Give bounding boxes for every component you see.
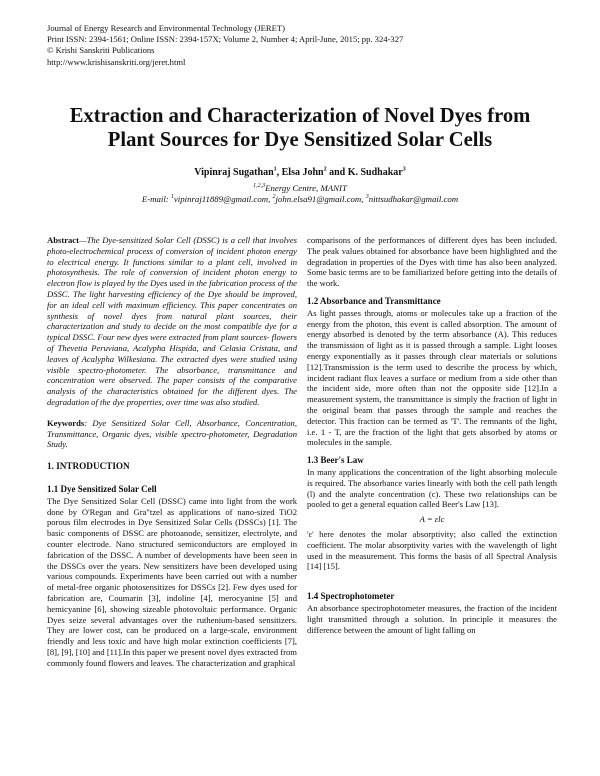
section-1-1-heading: 1.1 Dye Sensitized Solar Cell <box>47 483 157 494</box>
section-1-4-text: An absorbance spectrophotometer measures, the fraction of the incident light transmitted through a solution. In principle it measures the difference between the amount of light falling on <box>307 602 557 635</box>
section-1-2-heading: 1.2 Absorbance and Transmittance <box>307 295 441 306</box>
author-2: Elsa John <box>281 167 324 178</box>
author-and: and <box>329 167 346 178</box>
section-1-1-continued: comparisons of the performances of different dyes has been included. The peak values obtained for absorbance have been highlighted and the degradation in properties of the Dyes with time has also been analyzed. Some basic terms are to be familiarized before getting into the details of the work. <box>307 235 557 289</box>
left-column <box>47 235 297 668</box>
affiliation-org: Energy Centre, MANIT <box>265 183 347 193</box>
email-label: E-mail: <box>141 194 171 204</box>
section-1-3-text-2: 'ε' here denotes the molar absorptivity; also called the extinction coefficient. The molar absorptivity varies with the wavelength of light used in the measurement. This forms the basis of all Spectral Analysis [14] [15]. <box>307 528 557 572</box>
abstract <box>47 235 297 408</box>
abstract-text: —The Dye-sensitized Solar Cell (DSSC) is a cell that involves photo-electrochemical process of conversion of incident photon energy to electrical energy. It functions similar to a plant cell, involved in photosynthesis. The role of conversion of incident photon energy to electron flow is played by the Dyes used in the fabrication process of the DSSC. The light harvesting efficiency of the Dye should be improved, for an ideal cell with maximum efficiency. This paper concentrates on synthesis of novel dyes from natural plant sources, their characterization and study to decide on the most compatible dye for a typical DSSC. Four new dyes were extracted from plant sources- flowers of Thevetia Peruviana, Acalypha Hispida, and Celasia Cristata, and leaves of Acalypha Wilkesiana. The extracted dyes were studied using visible spectro-photometer. The absorbance, transmittance and concentration were observed. The paper consists of the comparative analysis of the characteristics obtained for the different dyes. The degradation of the dye properties, over time was also studied. <box>47 235 297 407</box>
section-1-3-text: In many applications the concentration of the light absorbing molecule is required. The absorbance varies linearly with both the cell path length (l) and the analyte concentration (c). These two relationships can be pooled to get a general equation called Beer's Law [13]. <box>307 466 557 510</box>
email-3[interactable]: nittsudhakar@gmail.com <box>368 194 459 204</box>
keywords-text: : Dye Sensitized Solar Cell, Absorbance, Concentration, Transmittance, Organic dyes, visible spectro-photometer, Degradation Study. <box>47 417 297 450</box>
author-3-sup: 3 <box>402 166 406 173</box>
author-list: Vipinraj Sugathan$^1$, Elsa John$^2$ and K. Sudhakar$^3$ <box>194 166 406 178</box>
email-1[interactable]: vipinraj11889@gmail.com, <box>173 194 273 204</box>
paper-title <box>40 104 560 152</box>
journal-name: Journal of Energy Research and Environmental Technology (JERET) <box>47 23 285 33</box>
keywords <box>47 418 297 450</box>
email-1-sup: 1 <box>170 194 174 201</box>
email-line <box>40 194 560 205</box>
keywords-label: Keywords <box>47 417 85 428</box>
journal-issn: Print ISSN: 2394-1561; Online ISSN: 2394-157X; Volume 2, Number 4; April-June, 2015; pp. 324-327 <box>47 34 404 45</box>
author-2-sup: 2 <box>323 166 327 173</box>
author-1-sup: 1 <box>273 166 277 173</box>
affiliation-line <box>40 183 560 194</box>
email-2-sup: 2 <box>272 194 276 201</box>
introduction-heading: 1. INTRODUCTION <box>47 461 130 472</box>
section-1-1-text: The Dye Sensitized Solar Cell (DSSC) came into light from the work done by O'Regan and Gra"tzel as applications of nano-sized TiO2 porous film electrodes in Dye Sensitized Solar Cells (DSSCs) [1]. The basic components of DSSC are photoanode, sensitizer, electrolyte, and counter electrode. Nano structured semiconductors are employed in fabrication of the DSSC. A number of developments have been seen in the DSSCs over the years. New sensitizers have been developed using various compounds. Experiments have been carried out with a number of metal-free organic photosensitizes for DSSCs [2]. Few dyes used for fabrication are, Coumarin [3], indoline [4], merocyanine [5] and hemicyanine [6], showing sizeable photovoltaic performance. Organic Dyes seize several advantages over the ruthenium-based sensitizers. They are lower cost, can be produced on a large-scale, environment friendly and less toxic and have high molar extinction coefficients [7], [8], [9], [10] and [11].In this paper we present novel dyes extracted from commonly found flowers and leaves. The characterization and graphical <box>47 495 297 668</box>
affiliation-block <box>40 183 560 205</box>
title-line-2: Plant Sources for Dye Sensitized Solar Cells <box>107 129 493 151</box>
right-column <box>307 235 557 635</box>
section-1-2-text: As light passes through, atoms or molecules take up a fraction of the energy from the photon, this event is called absorption. The amount of energy absorbed is denoted by the term absorbance (A). This reduces the transmission of light as it is passed through a sample. Light looses energy exponentially as it passes through clear materials or solutions [12].Transmission is the term used to describe the process by which, incident radiant flux leaves a surface or medium from a side other than the incident side, more often than not the opposite side [12].In a measurement system, the transmittance is simply the fraction of light in the original beam that passes through the sample and reaches the detector. This fraction can be termed as 'T'. The remnants of the light, i.e. 1 - T, are the fraction of the light that gets absorbed by atoms or molecules in the sample. <box>307 307 557 448</box>
author-3: K. Sudhakar <box>347 167 403 178</box>
abstract-label: Abstract <box>47 235 79 245</box>
beers-law-formula: A = εlc <box>419 514 445 525</box>
email-2[interactable]: john.elsa91@gmail.com, <box>275 194 366 204</box>
section-spacer <box>307 572 557 584</box>
publisher-line: © Krishi Sanskriti Publications <box>47 45 155 56</box>
affiliation-sup: 1,2,3 <box>253 183 266 190</box>
author-1: Vipinraj Sugathan <box>194 167 274 178</box>
section-1-4-heading: 1.4 Spectrophotometer <box>307 591 395 602</box>
journal-url[interactable]: http://www.krishisanskriti.org/jeret.html <box>47 56 186 67</box>
section-1-3-heading: 1.3 Beer's Law <box>307 455 364 466</box>
email-3-sup: 3 <box>365 194 369 201</box>
title-line-1: Extraction and Characterization of Novel Dyes from <box>69 105 531 127</box>
journal-masthead <box>47 23 567 68</box>
